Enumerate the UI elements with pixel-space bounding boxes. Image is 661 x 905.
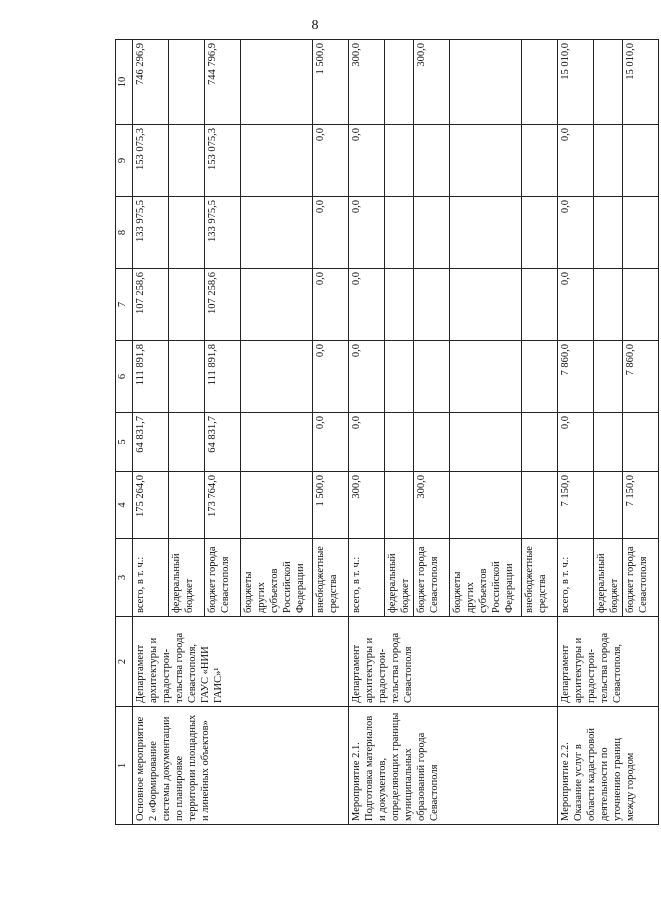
amount-cell-v9 xyxy=(522,125,558,197)
amount-cell-v10 xyxy=(385,40,414,125)
amount-cell-v6: 7 860,0 xyxy=(623,341,659,413)
amount-cell-v9 xyxy=(241,125,313,197)
amount-cell-v4 xyxy=(241,472,313,539)
page-number: 8 xyxy=(311,18,319,33)
funding-source-cell: внебюджетные средства xyxy=(522,539,558,617)
amount-cell-v7 xyxy=(623,269,659,341)
amount-cell-v7 xyxy=(241,269,313,341)
amount-cell-v9 xyxy=(385,125,414,197)
amount-cell-v6 xyxy=(522,341,558,413)
amount-cell-v6 xyxy=(450,341,522,413)
amount-cell-v10 xyxy=(450,40,522,125)
amount-cell-v8: 0,0 xyxy=(313,197,349,269)
budget-table xyxy=(115,39,659,825)
funding-source-cell: бюджет города Севастополя xyxy=(414,539,450,617)
amount-cell-v8 xyxy=(522,197,558,269)
amount-cell-v8: 133 975,5 xyxy=(133,197,169,269)
amount-cell-v7: 107 258,6 xyxy=(133,269,169,341)
amount-cell-v8 xyxy=(169,197,205,269)
header-cell: 6 xyxy=(116,341,133,413)
header-cell: 3 xyxy=(116,539,133,617)
amount-cell-v10 xyxy=(522,40,558,125)
amount-cell-v7: 0,0 xyxy=(313,269,349,341)
amount-cell-v9: 0,0 xyxy=(313,125,349,197)
amount-cell-v10: 300,0 xyxy=(349,40,385,125)
amount-cell-v6: 111 891,8 xyxy=(205,341,241,413)
amount-cell-v4: 300,0 xyxy=(349,472,385,539)
amount-cell-v8 xyxy=(623,197,659,269)
amount-cell-v4: 300,0 xyxy=(414,472,450,539)
funding-source-cell: федеральный бюджет xyxy=(594,539,623,617)
amount-cell-v7 xyxy=(594,269,623,341)
funding-source-cell: внебюджетные средства xyxy=(313,539,349,617)
funding-source-cell: федеральный бюджет xyxy=(385,539,414,617)
amount-cell-v8 xyxy=(241,197,313,269)
amount-cell-v10: 15 010,0 xyxy=(623,40,659,125)
header-cell: 4 xyxy=(116,472,133,539)
amount-cell-v8: 0,0 xyxy=(558,197,594,269)
amount-cell-v4: 173 764,0 xyxy=(205,472,241,539)
amount-cell-v5: 64 831,7 xyxy=(205,413,241,472)
amount-cell-v6: 0,0 xyxy=(349,341,385,413)
executor-cell: Департамент архитектуры и градострои-тельства города Севастополя, xyxy=(558,617,659,707)
amount-cell-v4: 7 150,0 xyxy=(623,472,659,539)
amount-cell-v4: 7 150,0 xyxy=(558,472,594,539)
amount-cell-v4 xyxy=(522,472,558,539)
amount-cell-v5 xyxy=(385,413,414,472)
rotated-table-wrapper xyxy=(115,43,661,825)
amount-cell-v8 xyxy=(414,197,450,269)
amount-cell-v6 xyxy=(241,341,313,413)
amount-cell-v5 xyxy=(522,413,558,472)
funding-source-cell: федеральный бюджет xyxy=(169,539,205,617)
activity-name-cell: Мероприятие 2.2. Оказание услуг в области кадастровой деятельности по уточнению границ между городом xyxy=(558,707,659,825)
funding-source-cell: бюджеты других субъектов Российской Федерации xyxy=(450,539,522,617)
amount-cell-v5: 0,0 xyxy=(313,413,349,472)
amount-cell-v6: 7 860,0 xyxy=(558,341,594,413)
table-row xyxy=(349,40,385,825)
amount-cell-v6 xyxy=(169,341,205,413)
amount-cell-v6 xyxy=(414,341,450,413)
table-row xyxy=(558,40,594,825)
header-cell: 7 xyxy=(116,269,133,341)
amount-cell-v5 xyxy=(623,413,659,472)
funding-source-cell: бюджет города Севастополя xyxy=(205,539,241,617)
amount-cell-v10: 15 010,0 xyxy=(558,40,594,125)
amount-cell-v5 xyxy=(169,413,205,472)
funding-source-cell: бюджеты других субъектов Российской Федерации xyxy=(241,539,313,617)
amount-cell-v10: 746 296,9 xyxy=(133,40,169,125)
amount-cell-v6: 111 891,8 xyxy=(133,341,169,413)
amount-cell-v6 xyxy=(385,341,414,413)
amount-cell-v8: 133 975,5 xyxy=(205,197,241,269)
amount-cell-v5 xyxy=(450,413,522,472)
executor-cell: Департамент архитектуры и градострои-тельства города Севастополя, ГАУС «НИИ ГАИС»¹ xyxy=(133,617,349,707)
amount-cell-v5 xyxy=(241,413,313,472)
amount-cell-v9: 153 075,3 xyxy=(205,125,241,197)
amount-cell-v6: 0,0 xyxy=(313,341,349,413)
amount-cell-v7 xyxy=(169,269,205,341)
header-cell: 5 xyxy=(116,413,133,472)
header-cell: 8 xyxy=(116,197,133,269)
amount-cell-v7 xyxy=(414,269,450,341)
amount-cell-v9 xyxy=(594,125,623,197)
amount-cell-v9: 153 075,3 xyxy=(133,125,169,197)
amount-cell-v9: 0,0 xyxy=(558,125,594,197)
amount-cell-v5: 0,0 xyxy=(349,413,385,472)
table-header-row xyxy=(116,40,133,825)
amount-cell-v10: 744 796,9 xyxy=(205,40,241,125)
amount-cell-v7 xyxy=(450,269,522,341)
amount-cell-v9 xyxy=(169,125,205,197)
amount-cell-v8 xyxy=(450,197,522,269)
amount-cell-v9 xyxy=(414,125,450,197)
amount-cell-v10: 1 500,0 xyxy=(313,40,349,125)
amount-cell-v9 xyxy=(450,125,522,197)
amount-cell-v7 xyxy=(385,269,414,341)
funding-source-cell: бюджет города Севастополя xyxy=(623,539,659,617)
amount-cell-v9: 0,0 xyxy=(349,125,385,197)
header-cell: 1 xyxy=(116,707,133,825)
amount-cell-v9 xyxy=(623,125,659,197)
amount-cell-v7: 107 258,6 xyxy=(205,269,241,341)
executor-cell: Департамент архитектуры и градострои-тельства города Севастополя xyxy=(349,617,558,707)
amount-cell-v8: 0,0 xyxy=(349,197,385,269)
amount-cell-v5: 64 831,7 xyxy=(133,413,169,472)
amount-cell-v10 xyxy=(594,40,623,125)
amount-cell-v7: 0,0 xyxy=(558,269,594,341)
amount-cell-v10 xyxy=(169,40,205,125)
amount-cell-v8 xyxy=(385,197,414,269)
amount-cell-v4 xyxy=(385,472,414,539)
amount-cell-v7 xyxy=(522,269,558,341)
amount-cell-v7: 0,0 xyxy=(349,269,385,341)
amount-cell-v6 xyxy=(594,341,623,413)
amount-cell-v5 xyxy=(594,413,623,472)
header-cell: 2 xyxy=(116,617,133,707)
amount-cell-v4: 1 500,0 xyxy=(313,472,349,539)
amount-cell-v4: 175 264,0 xyxy=(133,472,169,539)
funding-source-cell: всего, в т. ч.: xyxy=(133,539,169,617)
funding-source-cell: всего, в т. ч.: xyxy=(349,539,385,617)
activity-name-cell: Мероприятие 2.1. Подготовка материалов и документов, определяющих границы муниципальных образований города Севастополя xyxy=(349,707,558,825)
amount-cell-v5: 0,0 xyxy=(558,413,594,472)
amount-cell-v10 xyxy=(241,40,313,125)
funding-source-cell: всего, в т. ч.: xyxy=(558,539,594,617)
table-row xyxy=(133,40,169,825)
amount-cell-v8 xyxy=(594,197,623,269)
header-cell: 9 xyxy=(116,125,133,197)
activity-name-cell: Основное мероприятие 2 «Формирование системы документации по планировке территории площадных и линейных объектов» xyxy=(133,707,349,825)
amount-cell-v10: 300,0 xyxy=(414,40,450,125)
amount-cell-v4 xyxy=(594,472,623,539)
amount-cell-v5 xyxy=(414,413,450,472)
amount-cell-v4 xyxy=(169,472,205,539)
header-cell: 10 xyxy=(116,40,133,125)
amount-cell-v4 xyxy=(450,472,522,539)
